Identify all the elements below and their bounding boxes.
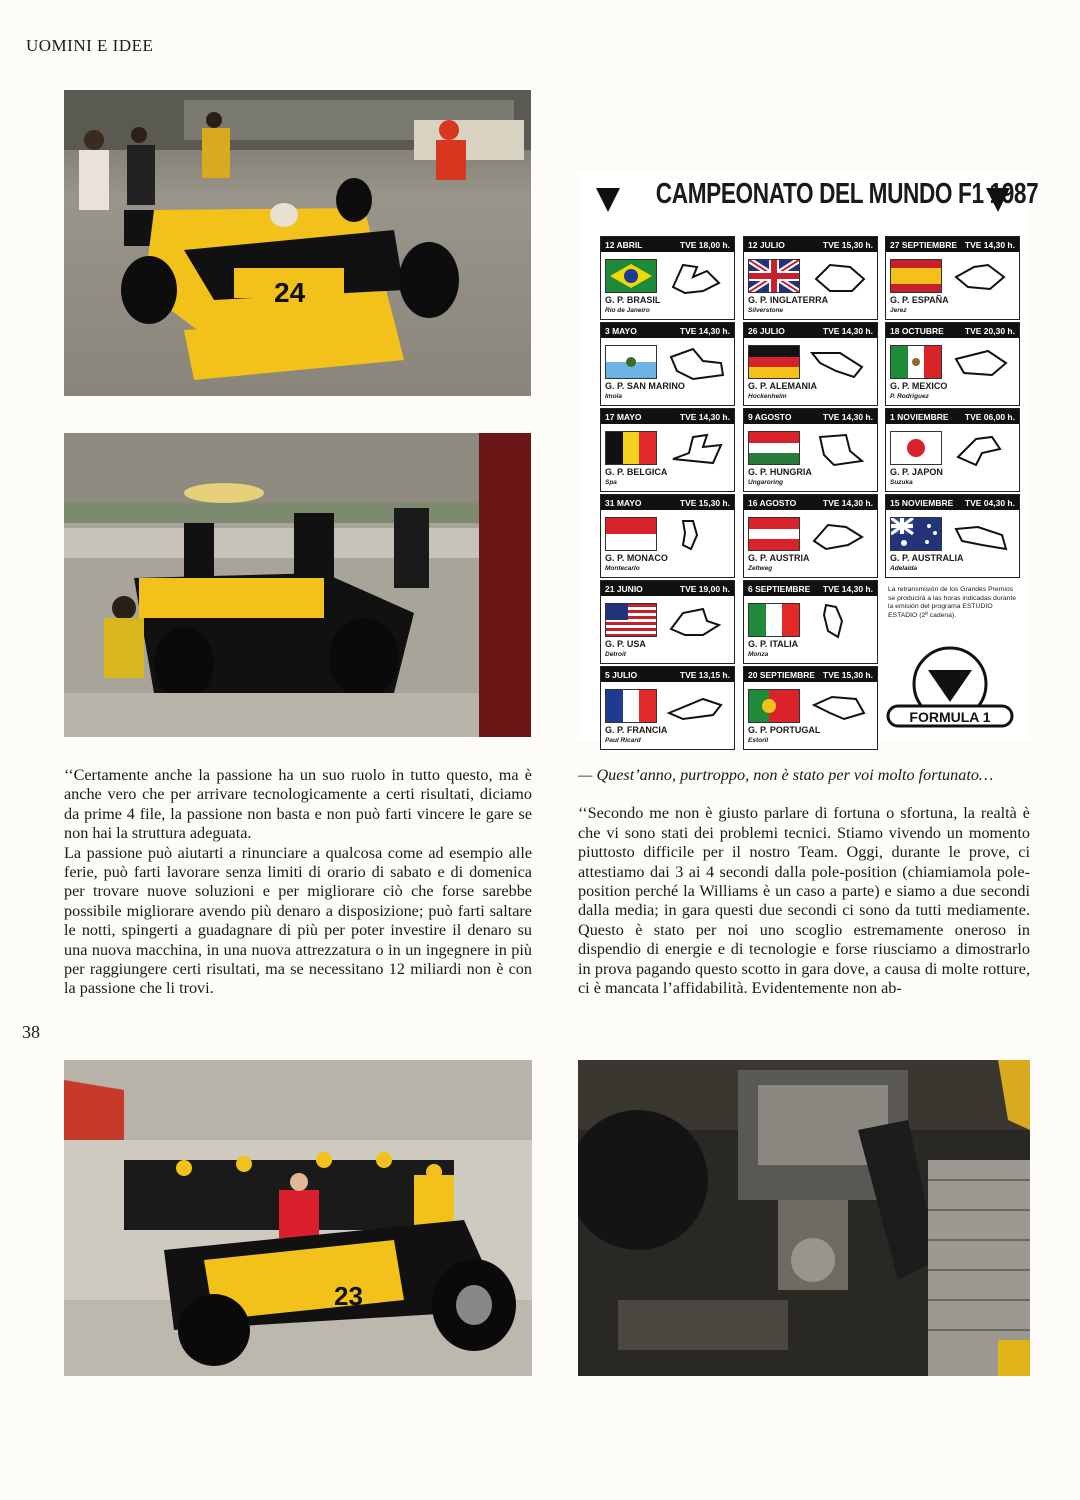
grand-prix-name: G. P. ESPAÑA [890,295,949,305]
interview-answer: ‘‘Secondo me non è giusto parlare di fortuna o sfortuna, la realtà è che vi sono stati dei problemi tecnici. Stiamo vivendo un momento piuttosto difficile per il nostro Team. Oggi, durante le prove, ci attestiamo dai 3 ai 4 secondi dalla pole-position (chiamiamola pole-position perché la Williams è un caso a parte) e siamo a due secondi dalla media; in gara questi due secondi ci sono da tutti mediamente. Questo è stato per noi uno scoglio estremamente oneroso in dispendio di energie e di tecnologie e forse riusciamo a dimostrarlo in prova pagando questo scotto in gara dove, a causa di molte rotture, ci è mancata l’affidabilità. Evidentemente non ab- [578,804,1030,998]
calendar-cell [600,408,735,492]
track-map-icon [804,257,872,297]
portugal-flag-icon [748,689,800,723]
race-time: TVE 14,30 h. [679,411,730,422]
photo-mechanics [64,433,531,737]
left-text-column [64,766,532,999]
grand-prix-name: G. P. USA [605,639,646,649]
circuit-name: Rio de Janeiro [605,307,650,314]
track-map-icon [804,343,872,383]
triangle-icon [986,188,1010,212]
calendar-title: CAMPEONATO DEL MUNDO F1 1987 [655,178,1039,210]
cell-header [886,409,1019,424]
track-map-icon [946,429,1014,469]
calendar-cell [743,408,878,492]
race-time: TVE 20,30 h. [964,325,1015,336]
calendar-cell [743,322,878,406]
formula1-logo [884,644,1016,730]
cell-header [601,323,734,338]
race-time: TVE 14,30 h. [679,325,730,336]
triangle-icon [596,188,620,212]
race-time: TVE 04,30 h. [964,497,1015,508]
race-time: TVE 06,00 h. [964,411,1015,422]
race-date: 26 JULIO [748,325,785,336]
track-map-icon [804,515,872,555]
grand-prix-name: G. P. ITALIA [748,639,799,649]
track-map-icon [661,601,729,641]
car-number-24: 24 [274,277,306,308]
race-time: TVE 14,30 h. [822,411,873,422]
grand-prix-name: G. P. ALEMANIA [748,381,818,391]
calendar-cell [600,236,735,320]
circuit-name: Suzuka [890,479,913,486]
cell-header [886,237,1019,252]
track-map-icon [661,257,729,297]
car-number-23: 23 [334,1281,363,1311]
grand-prix-name: G. P. PORTUGAL [748,725,821,735]
circuit-name: P. Rodriguez [890,393,929,400]
race-date: 17 MAYO [605,411,642,422]
grand-prix-name: G. P. AUSTRALIA [890,553,964,563]
track-map-icon [804,601,872,641]
race-date: 12 JULIO [748,239,785,250]
calendar-cell [600,666,735,750]
race-time: TVE 14,30 h. [822,583,873,594]
track-map-icon [661,429,729,469]
formula1-logo-text: FORMULA 1 [909,709,991,725]
calendar-cell [885,408,1020,492]
race-date: 20 SEPTIEMBRE [748,669,816,680]
race-time: TVE 18,00 h. [679,239,730,250]
circuit-name: Silverstone [748,307,784,314]
grand-prix-name: G. P. AUSTRIA [748,553,810,563]
circuit-name: Estoril [748,737,769,744]
sanmarino-flag-icon [605,345,657,379]
track-map-icon [946,515,1014,555]
circuit-name: Spa [605,479,617,486]
track-map-icon [661,687,729,727]
hungria-flag-icon [748,431,800,465]
calendar-cell [743,666,878,750]
photo-pitlane-car [64,90,531,396]
race-date: 6 SEPTIEMBRE [748,583,811,594]
calendar-cell [600,494,735,578]
cell-header [886,323,1019,338]
calendar-cell [885,322,1020,406]
race-time: TVE 14,30 h. [964,239,1015,250]
cell-header [744,323,877,338]
left-paragraph-2: La passione può aiutarti a rinunciare a qualcosa come ad esempio alle ferie, può farti lavorare senza limiti di orario di sabato e di domenica per trovare nuove soluzioni e per migliorare ciò che forse sarebbe possibile migliorare avendo più denaro a disposizione; può farti saltare le notti, spingerti a guadagnare di più per poter investire il denaro su una nuova macchina, in una nuova attrezzatura o in un ingegnere in più per raggiungere certi risultati, ma se necessitano 12 miliardi non è con la passione che li trovi. [64,843,532,998]
track-map-icon [946,343,1014,383]
photo-engine [578,1060,1030,1376]
grand-prix-name: G. P. MONACO [605,553,668,563]
cell-header [744,495,877,510]
cell-header [744,237,877,252]
cell-header [601,495,734,510]
belgica-flag-icon [605,431,657,465]
grand-prix-name: G. P. MEXICO [890,381,948,391]
cell-header [744,667,877,682]
circuit-name: Imola [605,393,622,400]
cell-header [601,237,734,252]
race-time: TVE 15,30 h. [822,669,873,680]
broadcast-note: La retransmisión de los Grandes Premios se producirá a las horas indicadas durante la emisión del programa ESTUDIO ESTADIO (2ª cadena). [888,586,1017,619]
circuit-name: Paul Ricard [605,737,641,744]
race-date: 21 JUNIO [605,583,643,594]
race-date: 3 MAYO [605,325,637,336]
interview-question: — Quest’anno, purtroppo, non è stato per voi molto fortunato… [578,766,994,784]
cell-header [744,409,877,424]
race-date: 18 OCTUBRE [890,325,944,336]
circuit-name: Montecarlo [605,565,640,572]
grand-prix-name: G. P. FRANCIA [605,725,668,735]
francia-flag-icon [605,689,657,723]
section-label: UOMINI E IDEE [26,36,154,55]
race-time: TVE 13,15 h. [679,669,730,680]
circuit-name: Monza [748,651,769,658]
race-date: 1 NOVIEMBRE [890,411,949,422]
race-date: 12 ABRIL [605,239,643,250]
circuit-name: Ungaroring [748,479,784,486]
cell-header [601,409,734,424]
race-time: TVE 19,00 h. [679,583,730,594]
grand-prix-name: G. P. JAPON [890,467,943,477]
track-map-icon [661,343,729,383]
calendar-title-row [578,178,1039,226]
calendar-cell [600,580,735,664]
circuit-name: Zeltweg [748,565,773,572]
race-time: TVE 14,30 h. [822,497,873,508]
calendar-cell [600,322,735,406]
austria-flag-icon [748,517,800,551]
grand-prix-name: G. P. SAN MARINO [605,381,685,391]
cell-header [744,581,877,596]
cell-header [601,581,734,596]
page-number: 38 [22,1022,40,1042]
track-map-icon [661,515,729,555]
calendar-cell [885,494,1020,578]
race-time: TVE 15,30 h. [822,239,873,250]
cell-header [886,495,1019,510]
monaco-flag-icon [605,517,657,551]
race-date: 5 JULIO [605,669,638,680]
photo-team-group [64,1060,532,1376]
race-date: 16 AGOSTO [748,497,797,508]
calendar-cell [743,494,878,578]
left-paragraph-1: ‘‘Certamente anche la passione ha un suo ruolo in tutto questo, ma è anche vero che per arrivare tecnologicamente a certi risultati, diciamo da prime 4 file, la passione non basta e non può farti vincere le gare se non hai la struttura adeguata. [64,766,532,843]
alemania-flag-icon [748,345,800,379]
espana-flag-icon [890,259,942,293]
calendar-cell [743,580,878,664]
australia-flag-icon [890,517,942,551]
circuit-name: Adelaida [890,565,918,572]
mexico-flag-icon [890,345,942,379]
calendar-graphic [578,172,1039,744]
usa-flag-icon [605,603,657,637]
circuit-name: Jerez [890,307,907,314]
italia-flag-icon [748,603,800,637]
race-date: 27 SEPTIEMBRE [890,239,958,250]
grand-prix-name: G. P. HUNGRIA [748,467,812,477]
brasil-flag-icon [605,259,657,293]
race-date: 9 AGOSTO [748,411,792,422]
race-date: 31 MAYO [605,497,642,508]
calendar-cell [885,236,1020,320]
track-map-icon [804,687,872,727]
grand-prix-name: G. P. BELGICA [605,467,668,477]
circuit-name: Detroit [605,651,626,658]
race-time: TVE 14,30 h. [822,325,873,336]
cell-header [601,667,734,682]
track-map-icon [804,429,872,469]
track-map-icon [946,257,1014,297]
race-time: TVE 15,30 h. [679,497,730,508]
inglaterra-flag-icon [748,259,800,293]
calendar-cell [743,236,878,320]
grand-prix-name: G. P. BRASIL [605,295,661,305]
japon-flag-icon [890,431,942,465]
right-text-column [578,766,1030,998]
grand-prix-name: G. P. INGLATERRA [748,295,829,305]
race-date: 15 NOVIEMBRE [890,497,954,508]
circuit-name: Hockenheim [748,393,787,400]
